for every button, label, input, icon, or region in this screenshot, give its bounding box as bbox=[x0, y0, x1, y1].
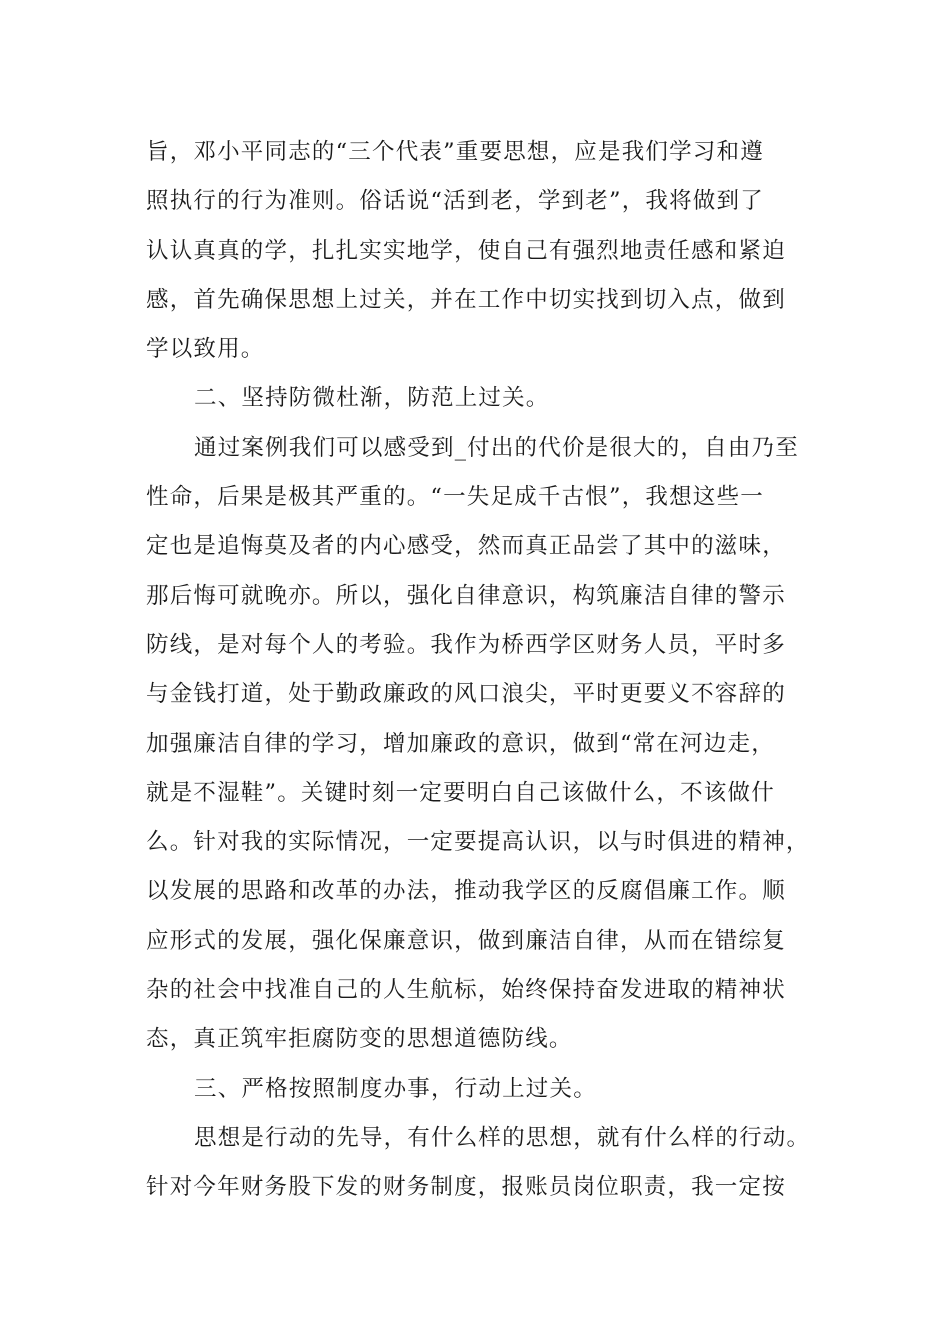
text-line: 学以致用。 bbox=[146, 336, 265, 363]
body-text bbox=[146, 128, 814, 1213]
text-line: 就是不湿鞋”。关键时刻一定要明白自己该做什么，不该做什 bbox=[146, 779, 775, 806]
text-line: 加强廉洁自律的学习，增加廉政的意识，做到“常在河边走， bbox=[146, 730, 775, 757]
text-line: 感，首先确保思想上过关，并在工作中切实找到切入点，做到 bbox=[146, 286, 786, 313]
text-line: 性命，后果是极其严重的。“一失足成千古恨”，我想这些一 bbox=[146, 484, 764, 511]
text-line: 么。针对我的实际情况，一定要提高认识，以与时俱进的精神， bbox=[146, 829, 810, 856]
text-line: 那后悔可就晚亦。所以，强化自律意识，构筑廉洁自律的警示 bbox=[146, 582, 786, 609]
text-line: 定也是追悔莫及者的内心感受，然而真正品尝了其中的滋味， bbox=[146, 533, 786, 560]
text-line: 与金钱打道，处于勤政廉政的风口浪尖，平时更要义不容辞的 bbox=[146, 681, 786, 708]
text-line: 杂的社会中找准自己的人生航标，始终保持奋发进取的精神状 bbox=[146, 977, 786, 1004]
paragraph-first-line: 通过案例我们可以感受到_付出的代价是很大的，自由乃至 bbox=[194, 434, 799, 461]
section-heading: 三、严格按照制度办事，行动上过关。 bbox=[194, 1075, 597, 1102]
text-line: 旨，邓小平同志的“三个代表”重要思想，应是我们学习和遵 bbox=[146, 139, 764, 165]
section-heading: 二、坚持防微杜渐，防范上过关。 bbox=[194, 385, 550, 412]
text-line: 认认真真的学，扎扎实实地学，使自己有强烈地责任感和紧迫 bbox=[146, 237, 786, 264]
text-line: 态，真正筑牢拒腐防变的思想道德防线。 bbox=[146, 1026, 573, 1053]
text-line: 以发展的思路和改革的办法，推动我学区的反腐倡廉工作。顺 bbox=[146, 878, 786, 905]
text-line: 应形式的发展，强化保廉意识，做到廉洁自律，从而在错综复 bbox=[146, 927, 786, 954]
paragraph-first-line: 思想是行动的先导，有什么样的思想，就有什么样的行动。 bbox=[194, 1124, 811, 1151]
text-line: 防线，是对每个人的考验。我作为桥西学区财务人员，平时多 bbox=[146, 631, 786, 658]
text-line: 照执行的行为准则。俗话说“活到老，学到老”，我将做到了 bbox=[146, 188, 764, 215]
text-line: 针对今年财务股下发的财务制度，报账员岗位职责，我一定按 bbox=[146, 1174, 786, 1201]
